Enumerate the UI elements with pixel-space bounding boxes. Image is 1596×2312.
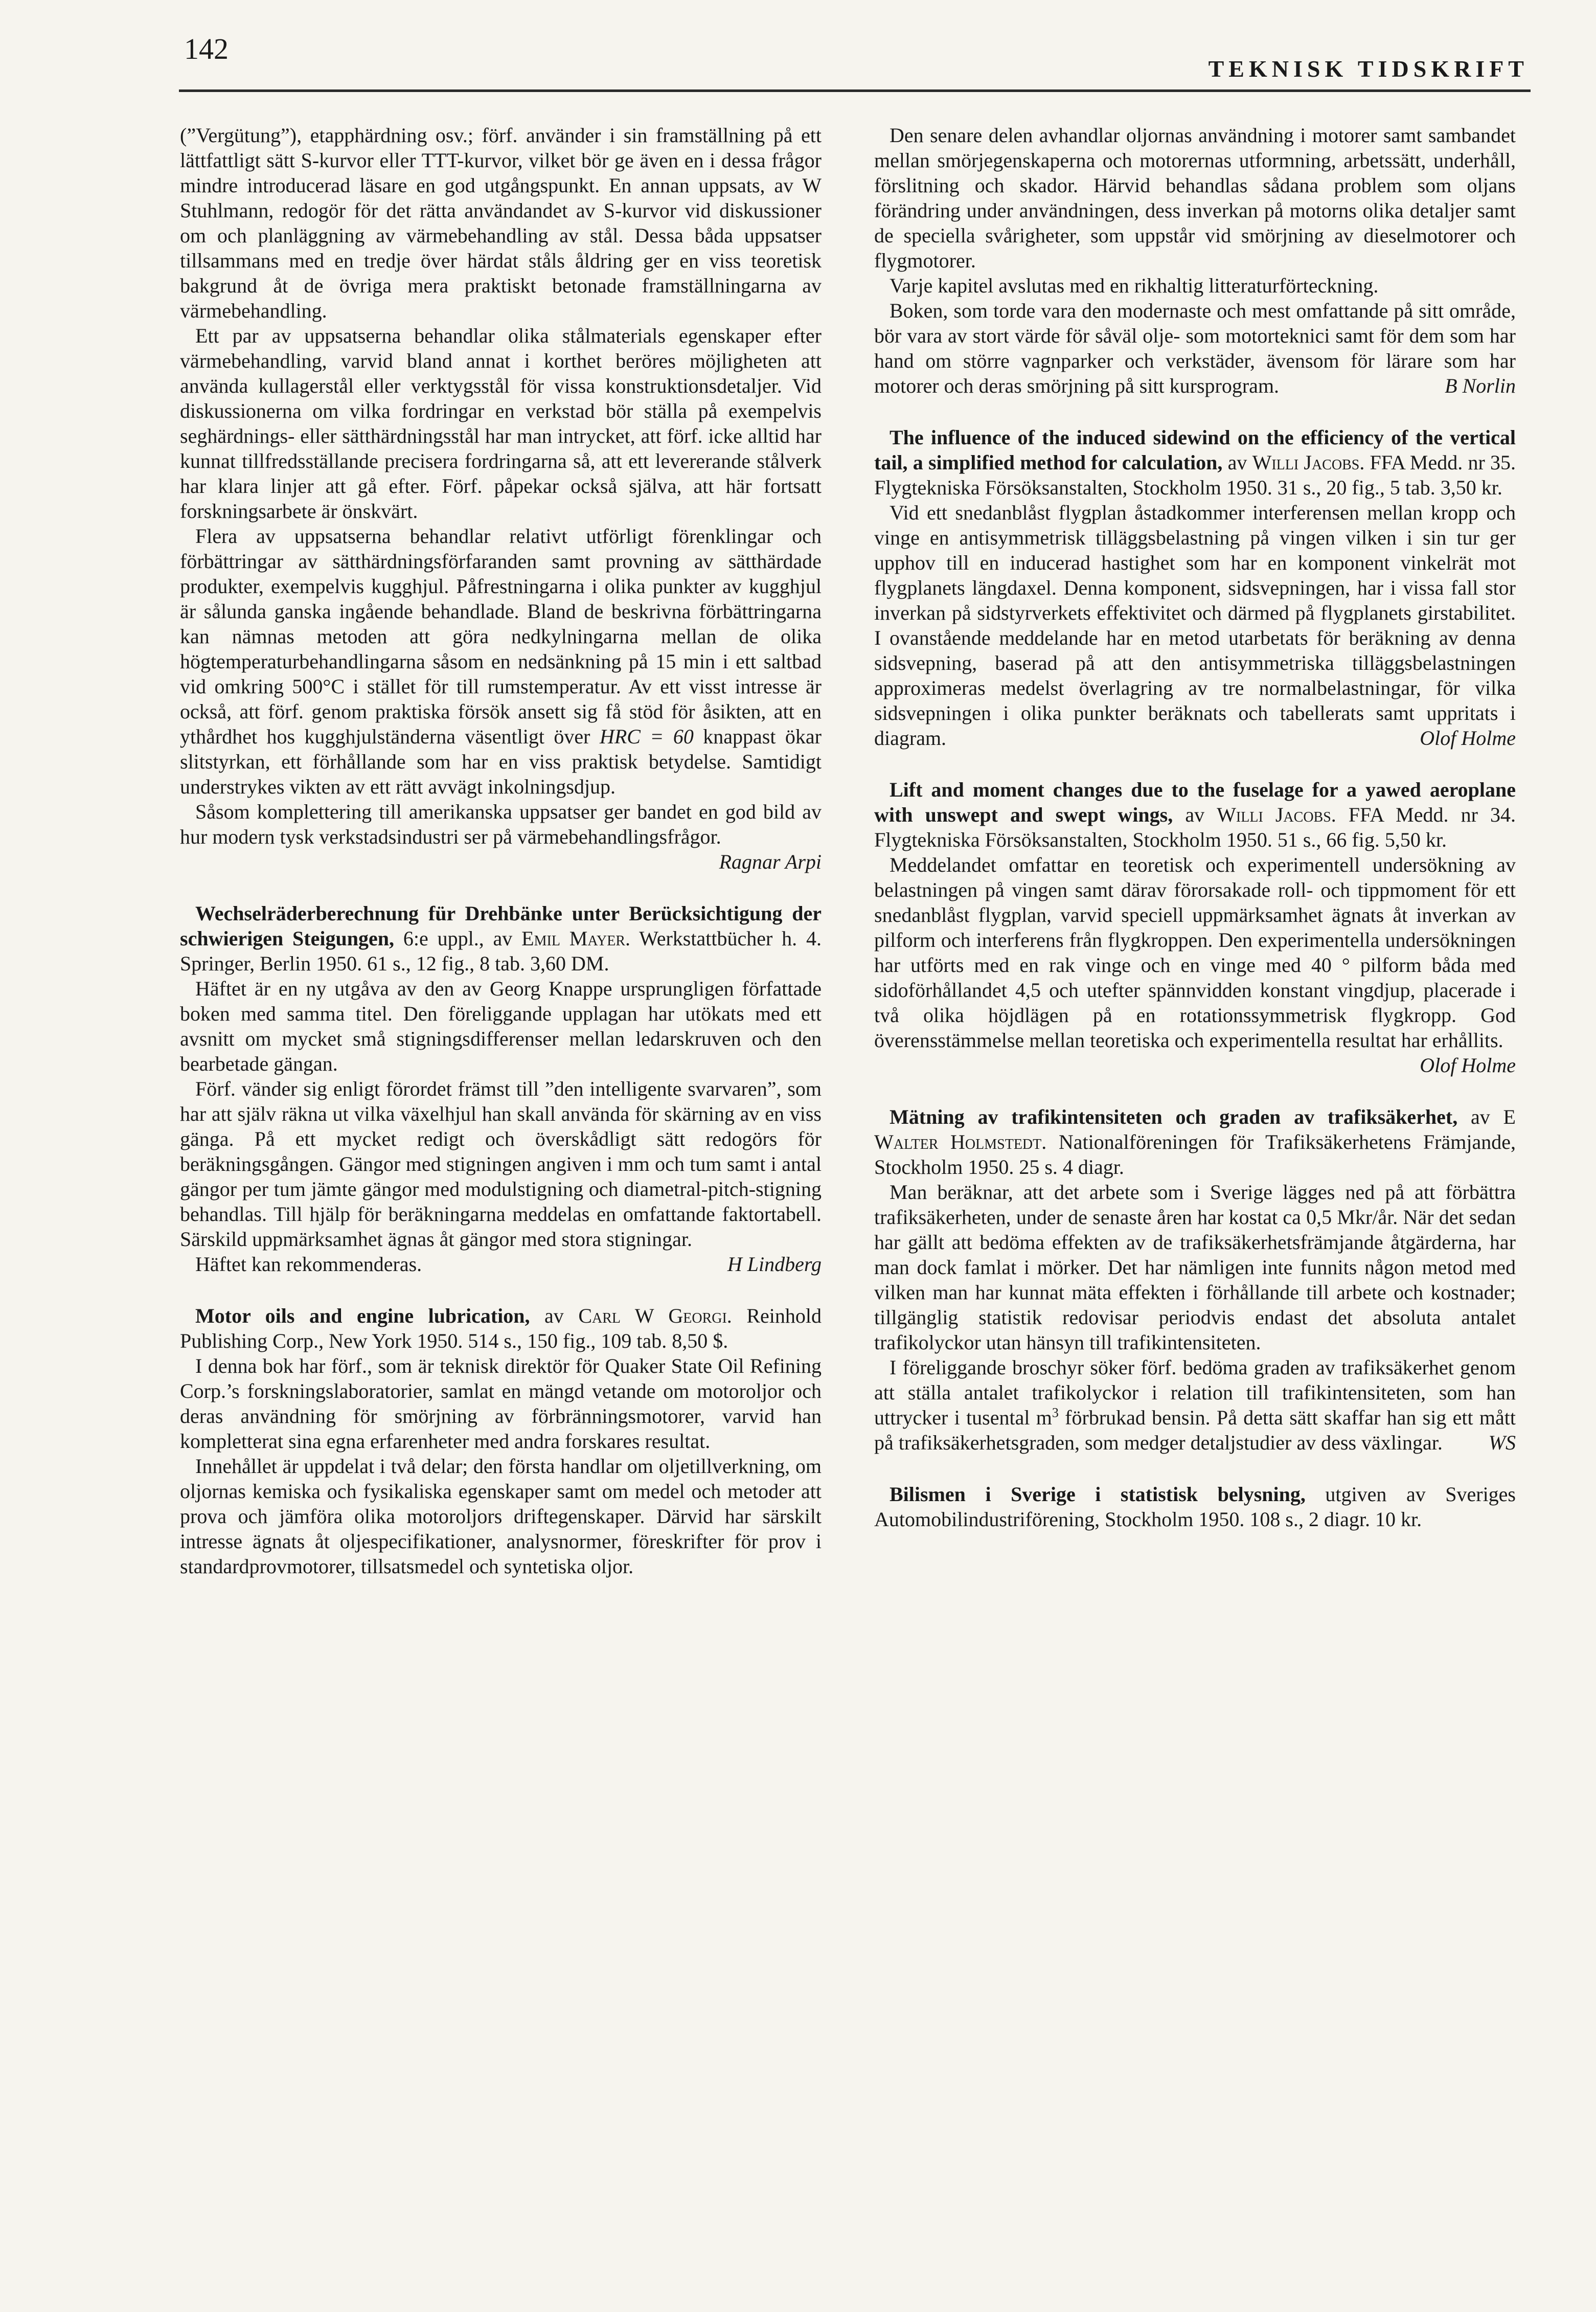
review-heading xyxy=(180,1303,822,1353)
review-title: Mätning av trafikintensiteten och graden av trafiksäkerhet, xyxy=(890,1105,1458,1128)
review-motor-oils xyxy=(180,1303,822,1579)
signature: Ragnar Arpi xyxy=(719,850,822,873)
review-author: Emil Mayer xyxy=(521,927,626,950)
text-run: knappast ökar slitstyrkan, ett förhållande som har en viss praktisk betydelse. Samtidigt understrykes vikten av ett rätt avvägt inkolningsdjup. xyxy=(180,725,822,798)
review-lift-moment xyxy=(874,777,1516,1078)
text-run: förbrukad bensin. På detta sätt skaffar han sig ett mått på trafiksäkerhetsgraden, som medger detaljstudier av dess växlingar. xyxy=(874,1406,1516,1454)
review-meta: . Nationalföreningen för Trafiksäkerhetens Främjande, Stockholm 1950. 25 s. 4 diagr. xyxy=(874,1130,1516,1178)
left-column xyxy=(180,123,822,1579)
paragraph xyxy=(180,524,822,799)
signature: H Lindberg xyxy=(727,1253,822,1276)
page-number: 142 xyxy=(184,32,229,65)
review-continuation-left xyxy=(180,123,822,874)
paragraph: Ett par av uppsatserna behandlar olika stålmaterials egenskaper efter värmebehandling, varvid bland annat i korthet beröres möjligheten att använda kullagerstål eller verktygsstål för vissa konstruktionsdetaljer. Vid diskussionerna om vilka fordringar en verkstad bör ställa på exempelvis seghärdnings- eller sätthärdningsstål har man intrycket, att förf. icke alltid har kunnat tillfredsställande precisera fordringarna så, att ett levererande stålverk har klara linjer att gå efter. Förf. påpekar också själva, att här fortsatt forskningsarbete är önskvärt. xyxy=(180,324,822,523)
review-meta: 6:e uppl., av xyxy=(394,927,522,950)
text-run: I föreliggande broschyr söker förf. bedöma graden av trafiksäkerhet genom att ställa antalet trafikolyckor i relation till trafikintensiteten, som han uttrycker i tusental m xyxy=(874,1356,1516,1429)
signature: Olof Holme xyxy=(1420,1054,1516,1077)
review-meta: av xyxy=(1173,803,1217,826)
paragraph: Förf. vänder sig enligt förordet främst till ”den intelligente svarvaren”, som har att själv räkna ut vilka växelhjul han skall använda för skärning av en viss gänga. På ett mycket redigt och överskådligt sätt redogörs för beräkningsgången. Gängor med stigningen angiven i mm och tum samt i antal gängor per tum jämte gängor med modulstigning och diametral-pitch-stigning behandlas. Till hjälp för beräkningarna meddelas en omfattande faktortabell. Särskild uppmärksamhet ägnas åt gängor med stora stigningar. xyxy=(180,1077,822,1251)
paragraph xyxy=(180,1252,822,1277)
text-run: Såsom komplettering till amerikanska uppsatser ger bandet en god bild av hur modern tysk verkstadsindustri ser på värmebehandlingsfrågor. xyxy=(180,800,822,848)
text-run: Flera av uppsatserna behandlar relativt utförligt förenklingar och förbättringar av sätthärdningsförfaranden samt provning av sätthärdade produkter, exempelvis kugghjul. Påfrestningarna i olika punkter av kugghjul är sålunda ganska ingående behandlade. Bland de beskrivna förbättringarna kan nämnas metoden att göra nedkylningarna mellan de olika högtemperaturbehandlingarna såsom en nedsänkning på 15 min i ett saltbad vid omkring 500°C i stället för till rumstemperatur. Av ett visst intresse är också, att förf. genom praktiska försök ansett sig få stöd för åsikten, att en ythårdhet hos kugghjulständerna väsentligt över xyxy=(180,525,822,748)
review-title: Bilismen i Sverige i statistisk belysning, xyxy=(890,1483,1306,1506)
review-title: The influence of the induced sidewind on the efficiency of the vertical tail, a simplified method for calculation, xyxy=(874,426,1516,474)
paragraph xyxy=(874,500,1516,751)
review-meta: utgiven av Sveriges Automobilindustriförening, Stockholm 1950. 108 s., 2 diagr. 10 kr. xyxy=(874,1483,1516,1531)
text-run: Meddelandet omfattar en teoretisk och experimentell undersökning av belastningen på vingen samt därav förorsakade roll- och tippmoment för ett snedanblåst flygplan, varvid speciell uppmärksamhet ägnats åt inverkan av pilform och interferens från flygkroppen. Den experimentella undersökningen har utförts med en rak vinge och en vinge med 40 ° pilform båda med sidoförhållandet 4,5 och utefter spännvidden konstant vingdjup, placerade i två olika höjdlägen på en rotationssymmetrisk flygkropp. God överensstämmelse mellan teoretiska och experimentella resultat har erhållits. xyxy=(874,853,1516,1052)
review-heading xyxy=(874,1482,1516,1532)
text-run: Vid ett snedanblåst flygplan åstadkommer interferensen mellan kropp och vinge en antisymmetrisk tilläggsbelastning på vingen vilken i sin tur ger upphov till en inducerad hastighet som har en komponent vinkelrät mot flygplanets längdaxel. Denna komponent, sidsvepningen, har i vissa fall stor inverkan på sidstyrverkets effektivitet och därmed på flygplanets girstabilitet. I ovanstående meddelande har en metod utarbetats för beräkning av denna sidsvepning, baserad på att den antisymmetriska tilläggsbelastningen approximeras medelst överlagring av tre normalbelastningar, för vilka sidsvepningen i olika punkter beräknats och tabellerats samt uppritats i diagram. xyxy=(874,501,1516,750)
review-meta: . Werkstattbücher h. 4. Springer, Berlin 1950. 61 s., 12 fig., 8 tab. 3,60 DM. xyxy=(180,927,822,975)
review-trafikintensitet xyxy=(874,1104,1516,1455)
text-run: Boken, som torde vara den modernaste och mest omfattande på sitt område, bör vara av stort värde för såväl olje- som motorteknici samt för dem som har hand om större vagnparker och verkstäder, ävensom för lärare som har motorer och deras smörjning på sitt kursprogram. xyxy=(874,299,1516,397)
review-author: Willi Jacobs xyxy=(1252,451,1360,474)
review-meta: av xyxy=(1457,1105,1503,1128)
paragraph: Man beräknar, att det arbete som i Sverige lägges ned på att förbättra trafiksäkerheten, under de senaste åren har kostat ca 0,5 Mkr/år. När det sedan har gällt att bedöma effekten av de trafiksäkerhetsfrämjande åtgärderna, har man dock famlat i mörker. Det har nämligen inte funnits någon metod med vilken man har kunnat mäta effekten i förhållande till arbete och kostnader; tillgänglig statistik redovisar periodvis endast det absoluta antalet trafikolyckor utan hänsyn till trafikintensiteten. xyxy=(874,1181,1516,1354)
paragraph xyxy=(874,1355,1516,1455)
review-meta: av xyxy=(1222,451,1252,474)
review-author: Carl W Georgi xyxy=(578,1304,727,1327)
signature: WS xyxy=(1488,1431,1516,1454)
paragraph: Häftet är en ny utgåva av den av Georg Knappe ursprungligen författade boken med samma titel. Den föreliggande upplagan har utökats med ett avsnitt om mycket små stigningsdifferenser mellan ledarskruven och den bearbetade gängan. xyxy=(180,977,822,1075)
review-title: Lift and moment changes due to the fuselage for a yawed aeroplane with unswept and swept wings, xyxy=(874,778,1516,826)
paragraph: I denna bok har förf., som är teknisk direktör för Quaker State Oil Refining Corp.’s forskningslaboratorier, samlat en mängd vetande om motoroljor och deras användning för smörjning av förbränningsmotorer, varvid han kompletterat sina egna erfarenheter med andra forskares resultat. xyxy=(180,1354,822,1453)
paragraph: Innehållet är uppdelat i två delar; den första handlar om oljetillverkning, om oljornas kemiska och fysikaliska egenskaper samt om medel och metoder att prova och jämföra olika motoroljors driftegenskaper. Därvid har särskilt intresse ägnats åt oljespecifikationer, analysnormer, föreskrifter för prov i standardprovmotorer, tillsatsmedel och syntetiska oljor. xyxy=(180,1455,822,1578)
signature: B Norlin xyxy=(1445,374,1516,397)
review-heading xyxy=(874,777,1516,852)
review-author: Willi Jacobs xyxy=(1217,803,1331,826)
review-heading xyxy=(874,425,1516,500)
hardness-formula: HRC = 60 xyxy=(599,725,694,748)
review-meta: . Reinhold Publishing Corp., New York 1950. 514 s., 150 fig., 109 tab. 8,50 $. xyxy=(180,1304,822,1352)
review-meta: . FFA Medd. nr 34. Flygtekniska Försöksanstalten, Stockholm 1950. 51 s., 66 fig. 5,50 kr. xyxy=(874,803,1516,851)
review-meta: . FFA Medd. nr 35. Flygtekniska Försöksanstalten, Stockholm 1950. 31 s., 20 fig., 5 tab. 3,50 kr. xyxy=(874,451,1516,499)
paragraph: Varje kapitel avslutas med en rikhaltig litteraturförteckning. xyxy=(890,274,1379,297)
review-wechselraderberechnung xyxy=(180,901,822,1277)
paragraph: (”Vergütung”), etapphärdning osv.; förf. använder i sin framställning på ett lättfattligt sätt S-kurvor eller TTT-kurvor, vilket bör ge även en i dessa frågor mindre introducerad läsare en god utgångspunkt. En annan uppsats, av W Stuhlmann, redogör för det rätta användandet av S-kurvor vid diskussioner om och planläggning av värmebehandling av stål. Dessa båda uppsatser tillsammans med en tredje över härdat ståls åldring ger en viss teoretisk bakgrund åt de övriga mera praktiskt betonade framställningarna av värmebehandling. xyxy=(180,124,822,322)
review-heading xyxy=(180,901,822,976)
right-column xyxy=(874,123,1516,1532)
review-induced-sidewind xyxy=(874,425,1516,751)
review-title: Wechselräderberechnung für Drehbänke unter Berücksichtigung der schwierigen Steigungen, xyxy=(180,902,822,950)
review-meta: av xyxy=(530,1304,579,1327)
paragraph: Den senare delen avhandlar oljornas användning i motorer samt sambandet mellan smörjegenskaperna och motorernas utformning, arbetssätt, underhåll, förslitning och skador. Härvid behandlas sådana problem som oljans förändring under användningen, dess inverkan på motorns olika detaljer samt de speciella svårigheter, som uppstår vid smörjning av dieselmotorer och flygmotorer. xyxy=(874,124,1516,272)
paragraph xyxy=(874,852,1516,1077)
signature: Olof Holme xyxy=(1420,727,1516,750)
review-bilismen xyxy=(874,1482,1516,1532)
journal-title: TEKNISK TIDSKRIFT xyxy=(1208,56,1529,82)
paragraph xyxy=(874,298,1516,398)
paragraph xyxy=(180,799,822,873)
review-heading xyxy=(874,1104,1516,1180)
review-continuation-right xyxy=(874,123,1516,398)
text-run: Häftet kan rekommenderas. xyxy=(195,1253,422,1276)
review-author: E Walter Holmstedt xyxy=(874,1105,1516,1153)
header-rule xyxy=(179,89,1531,92)
review-title: Motor oils and engine lubrication, xyxy=(195,1304,530,1327)
superscript: 3 xyxy=(1052,1405,1059,1420)
